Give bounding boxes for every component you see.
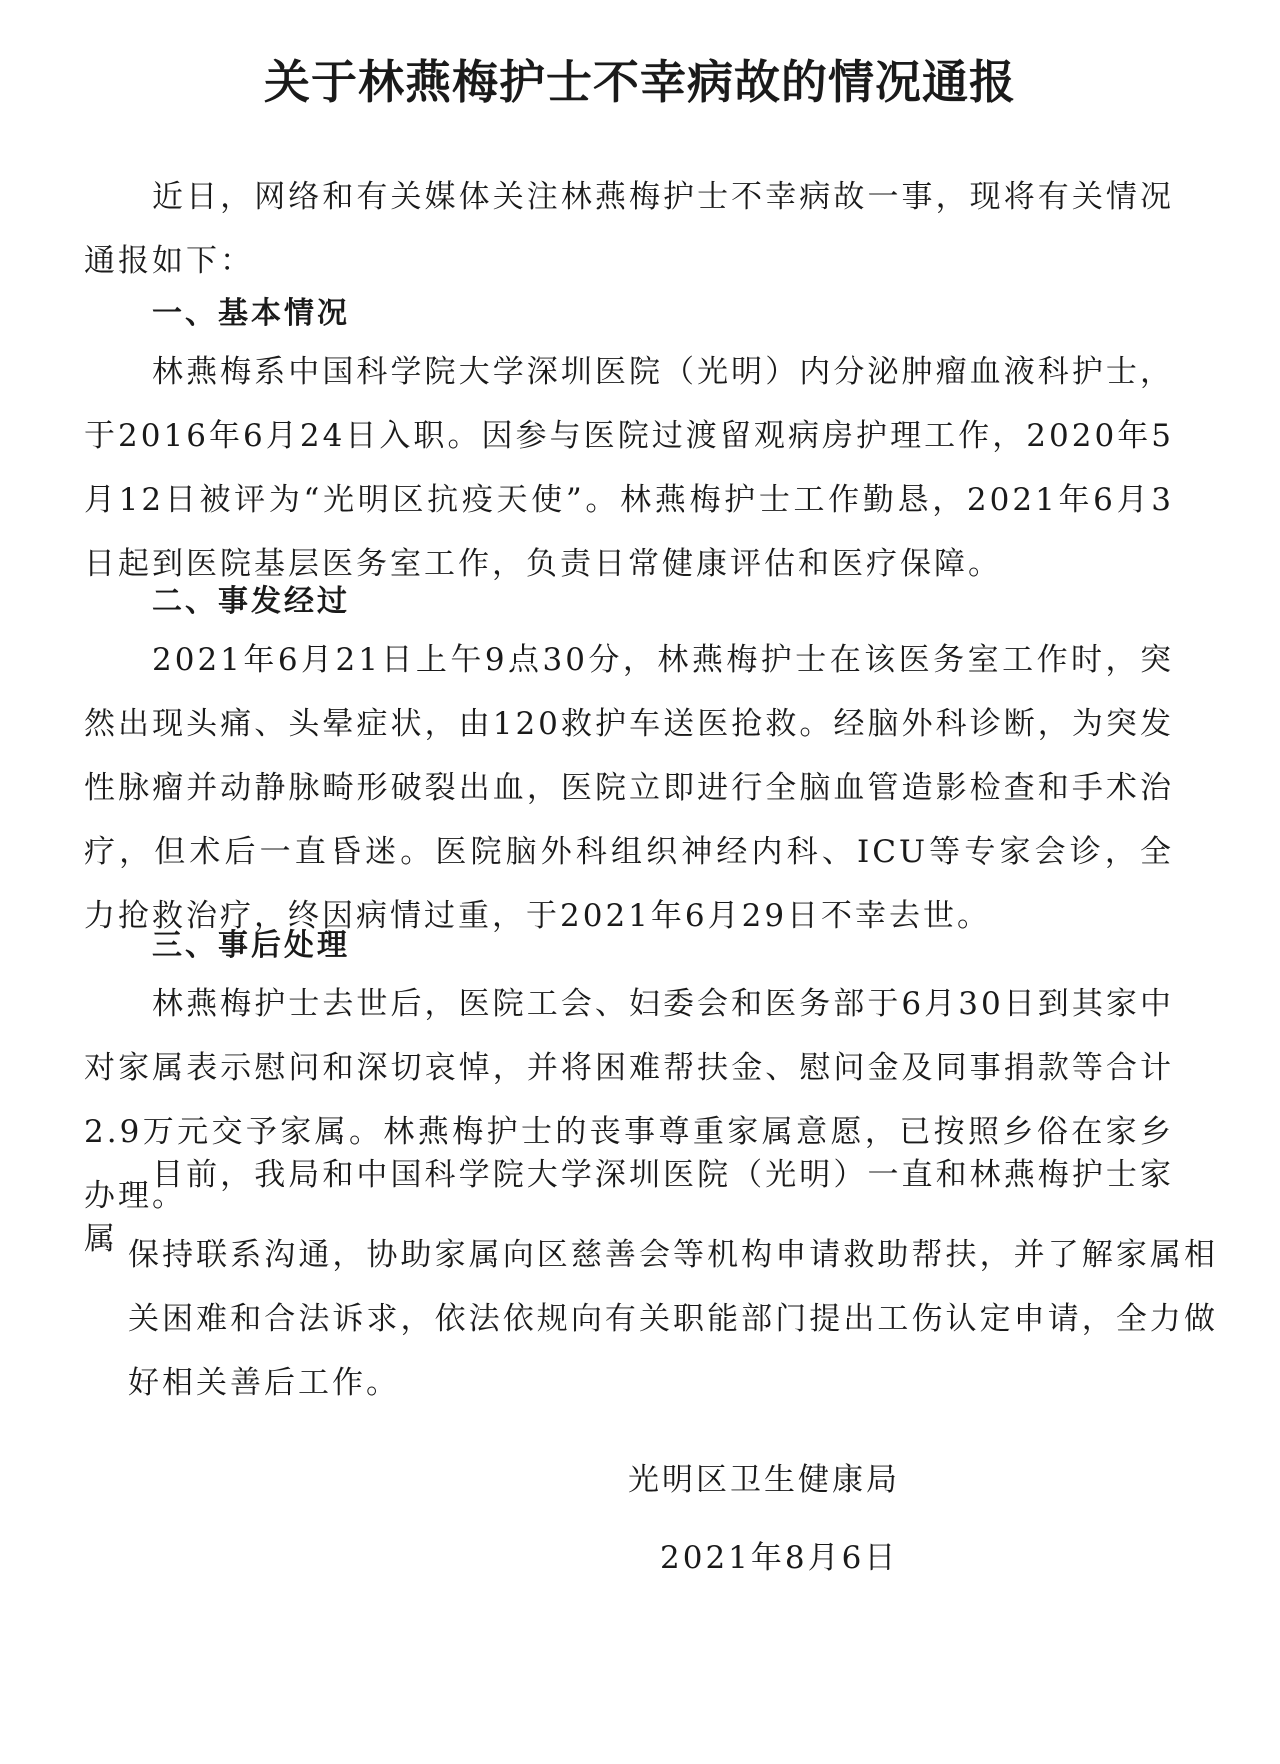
signature-date: 2021年8月6日 [660,1540,899,1576]
section-body-incident: 2021年6月21日上午9点30分，林燕梅护士在该医务室工作时，突然出现头痛、头晕症状，由120救护车送医抢救。经脑外科诊断，为突发性脉瘤并动静脉畸形破裂出血，医院立即进行全脑血管造影检查和手术治疗，但术后一直昏迷。医院脑外科组织神经内科、ICU等专家会诊，全力抢救治疗，终因病情过重，于2021年6月29日不幸去世。 [84,642,1174,934]
section-heading-incident: 二、事发经过 [152,584,350,619]
signature-org: 光明区卫生健康局 [628,1462,900,1498]
closing-paragraph-part2: 保持联系沟通，协助家属向区慈善会等机构申请救助帮扶，并了解家属相关困难和合法诉求，依法依规向有关职能部门提出工伤认定申请，全力做好相关善后工作。 [128,1237,1218,1401]
page-title: 关于林燕梅护士不幸病故的情况通报 [264,55,1016,109]
intro-paragraph: 近日，网络和有关媒体关注林燕梅护士不幸病故一事，现将有关情况通报如下： [84,179,1174,279]
closing-paragraph-part1: 目前，我局和中国科学院大学深圳医院（光明）一直和林燕梅护士家属 [84,1157,1174,1257]
section-body-aftermath: 林燕梅护士去世后，医院工会、妇委会和医务部于6月30日到其家中对家属表示慰问和深切哀悼，并将困难帮扶金、慰问金及同事捐款等合计2.9万元交予家属。林燕梅护士的丧事尊重家属意愿，已按照乡俗在家乡办理。 [84,986,1174,1214]
section-heading-basic-info: 一、基本情况 [152,296,350,331]
section-heading-aftermath: 三、事后处理 [152,928,350,963]
section-body-basic-info: 林燕梅系中国科学院大学深圳医院（光明）内分泌肿瘤血液科护士，于2016年6月24日入职。因参与医院过渡留观病房护理工作，2020年5月12日被评为“光明区抗疫天使”。林燕梅护士工作勤恳，2021年6月3日起到医院基层医务室工作，负责日常健康评估和医疗保障。 [84,354,1174,582]
